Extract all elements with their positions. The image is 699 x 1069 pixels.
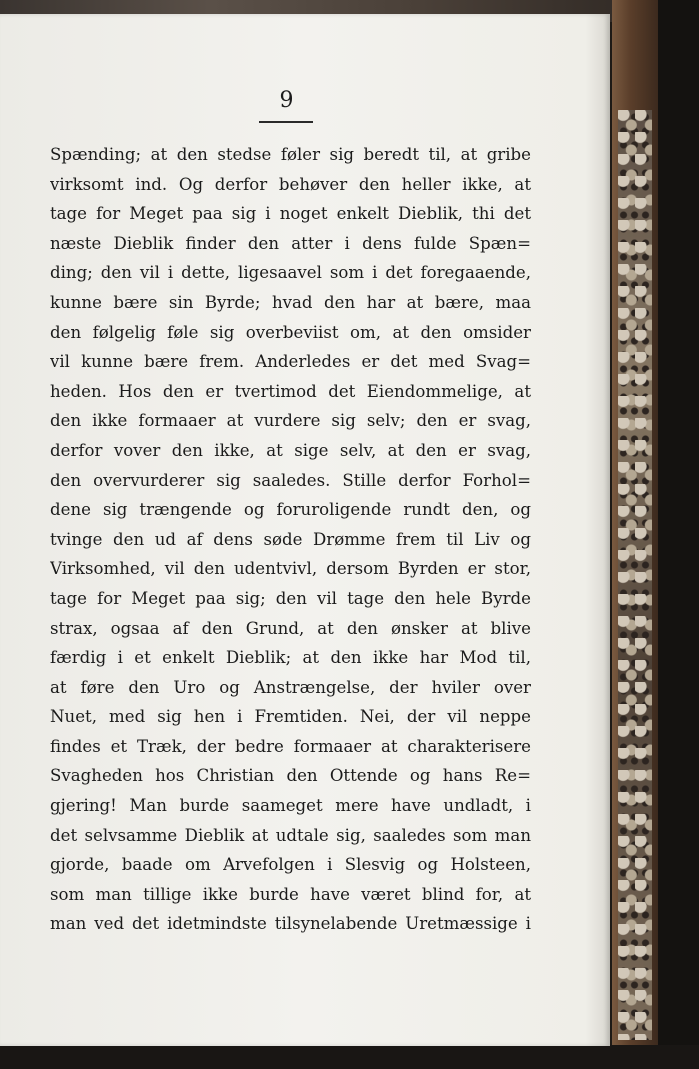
text-line: derfor vover den ikke, at sige selv, at den er svag, bbox=[50, 440, 531, 460]
text-line: tvinge den ud af dens søde Drømme frem til Liv og bbox=[50, 529, 531, 549]
text-line: virksomt ind. Og derfor behøver den heller ikke, at bbox=[50, 174, 531, 194]
text-line: gjorde, baade om Arvefolgen i Slesvig og Holsteen, bbox=[50, 855, 531, 875]
text-line: heden. Hos den er tvertimod det Eiendommelige, at bbox=[50, 381, 531, 401]
text-line: Spænding; at den stedse føler sig beredt til, at gribe bbox=[50, 145, 531, 164]
page-number-rule bbox=[259, 121, 313, 123]
text-line: kunne bære sin Byrde; hvad den har at bære, maa bbox=[50, 292, 531, 312]
text-line: den følgelig føle sig overbeviist om, at den omsider bbox=[50, 322, 531, 342]
text-line: det selvsamme Dieblik at udtale sig, saaledes som man bbox=[50, 825, 531, 845]
text-line: Nuet, med sig hen i Fremtiden. Nei, der vil neppe bbox=[50, 707, 531, 727]
text-line: tage for Meget paa sig; den vil tage den hele Byrde bbox=[50, 588, 531, 608]
text-line: vil kunne bære frem. Anderledes er det med Svag= bbox=[50, 352, 531, 372]
text-line: Virksomhed, vil den udentvivl, dersom Byrden er stor, bbox=[50, 559, 531, 579]
text-line: færdig i et enkelt Dieblik; at den ikke har Mod til, bbox=[50, 648, 531, 668]
text-line: den ikke formaaer at vurdere sig selv; den er svag, bbox=[50, 411, 531, 431]
text-line: Svagheden hos Christian den Ottende og hans Re= bbox=[50, 766, 531, 786]
text-line: næste Dieblik finder den atter i dens fulde Spæn= bbox=[50, 233, 531, 253]
marbled-edge bbox=[618, 110, 652, 1040]
body-text bbox=[50, 140, 531, 939]
text-line: man ved det idetmindste tilsynelabende Uretmæssige i bbox=[50, 914, 531, 934]
text-line: tage for Meget paa sig i noget enkelt Dieblik, thi det bbox=[50, 204, 531, 224]
text-line: ding; den vil i dette, ligesaavel som i det foregaaende, bbox=[50, 263, 531, 283]
background-right bbox=[658, 0, 699, 1069]
background-bottom bbox=[0, 1045, 699, 1069]
text-line: gjering! Man burde saameget mere have undladt, i bbox=[50, 796, 531, 816]
text-line: strax, ogsaa af den Grund, at den ønsker at blive bbox=[50, 618, 531, 638]
text-line: den overvurderer sig saaledes. Stille derfor Forhol= bbox=[50, 470, 531, 490]
text-line: findes et Træk, der bedre formaaer at charakterisere bbox=[50, 736, 531, 756]
text-line: dene sig trængende og foruroligende rundt den, og bbox=[50, 500, 531, 520]
text-line: som man tillige ikke burde have været blind for, at bbox=[50, 884, 531, 904]
page-number: 9 bbox=[279, 88, 295, 113]
text-line: at føre den Uro og Anstrængelse, der hviler over bbox=[50, 677, 531, 697]
